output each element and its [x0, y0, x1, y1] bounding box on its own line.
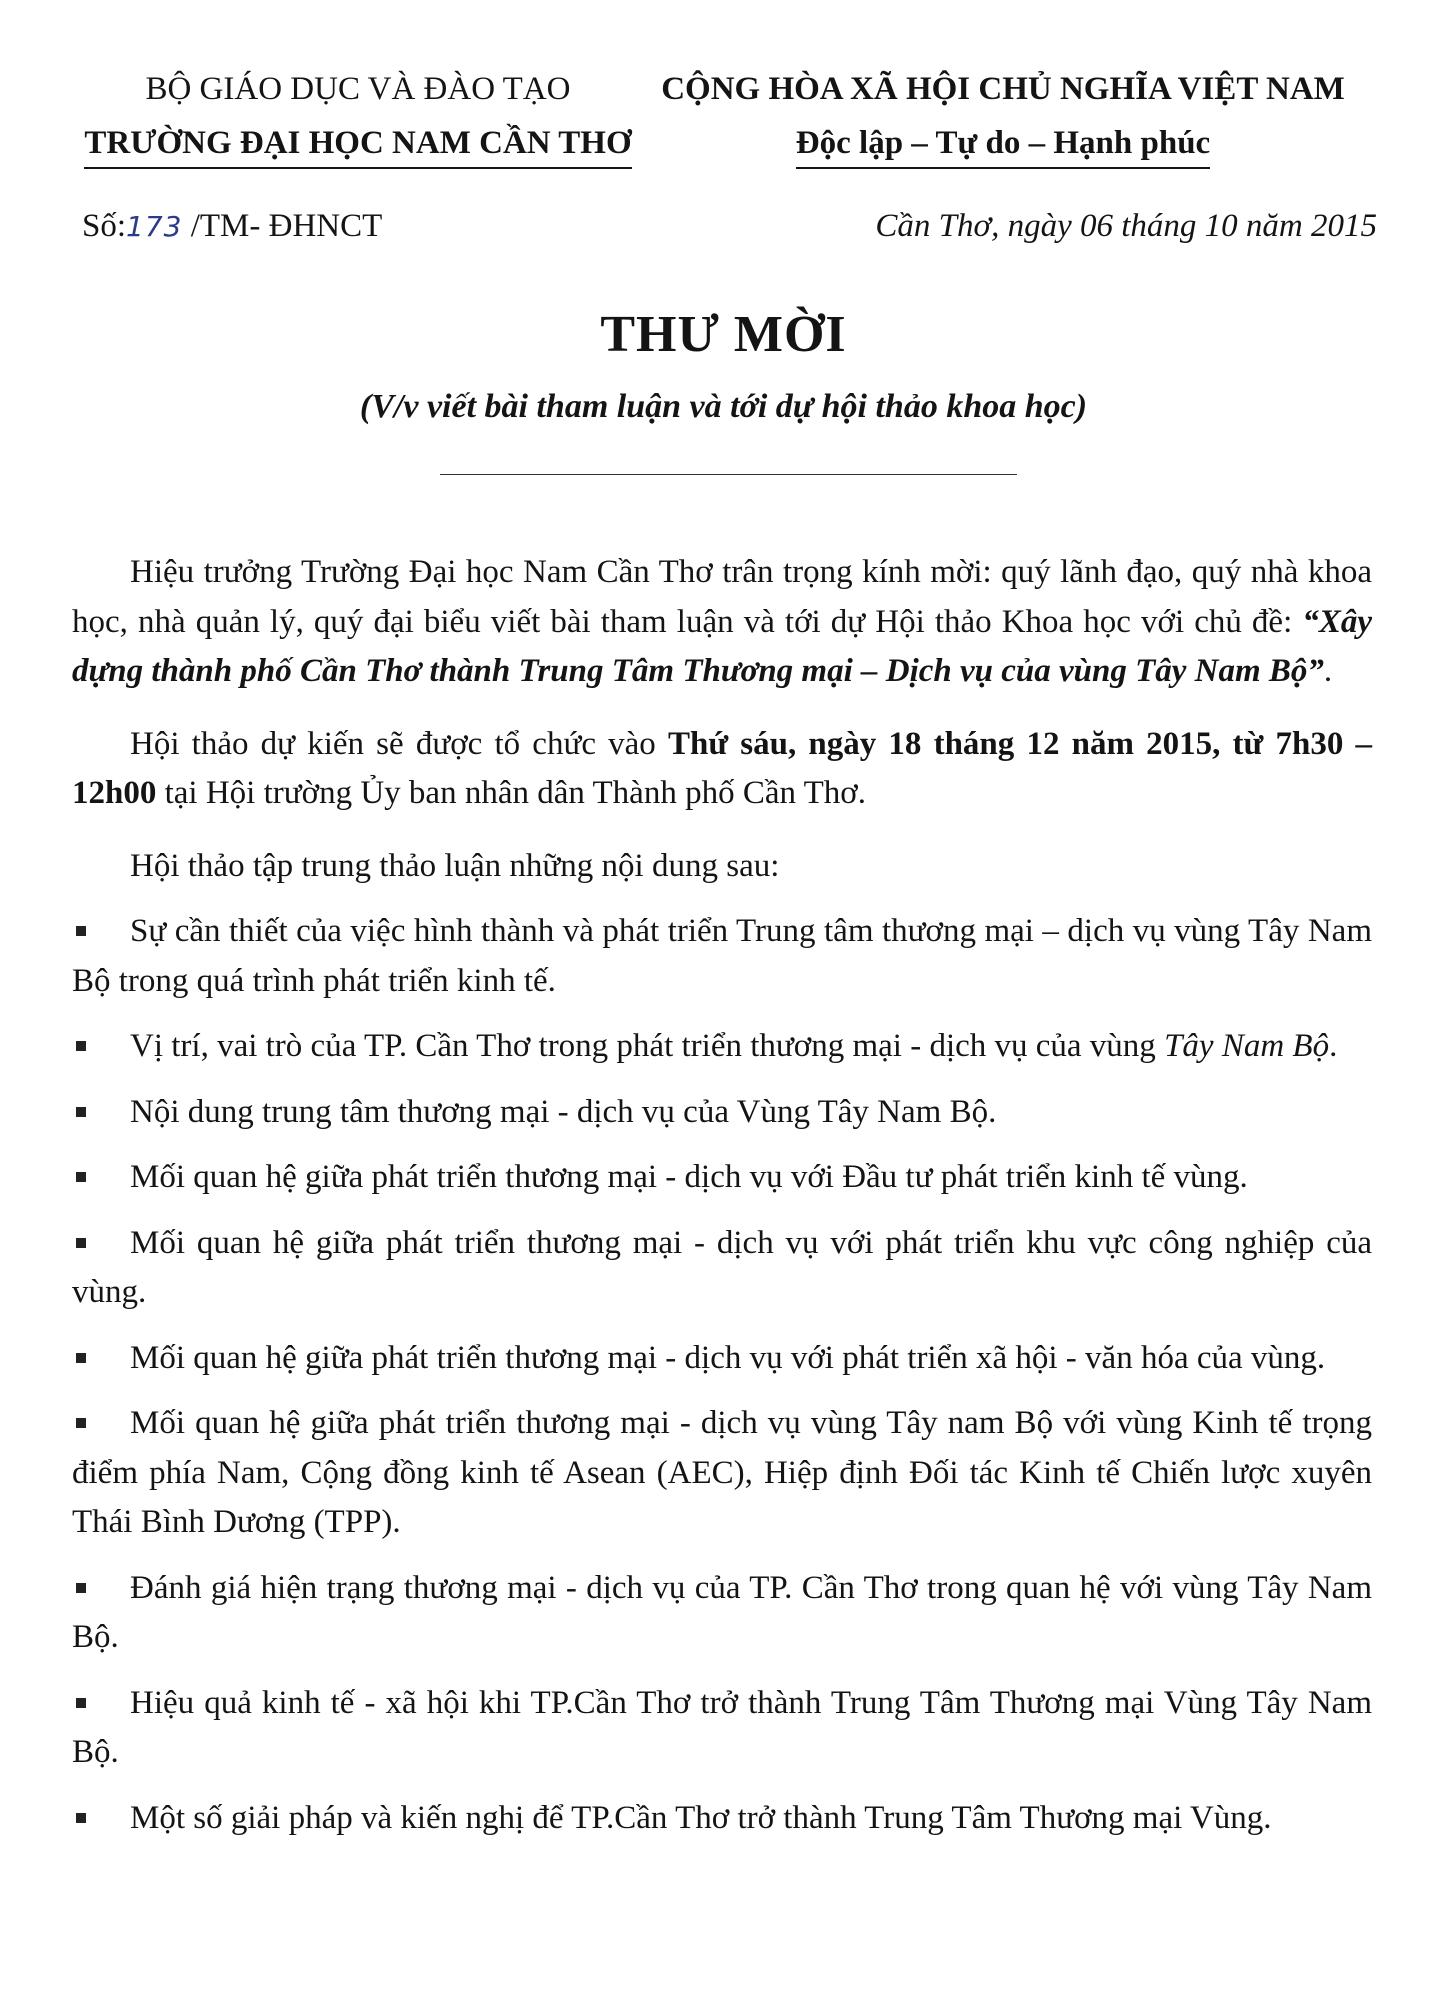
list-item [72, 1334, 1372, 1384]
list-item [72, 907, 1372, 1006]
document-number-prefix: Số: [82, 208, 127, 244]
list-item-text: Sự cần thiết của việc hình thành và phát triển Trung tâm thương mại – dịch vụ vùng Tây Nam Bộ trong quá trình phát triển kinh tế. [72, 913, 1372, 999]
ministry-name: BỘ GIÁO DỤC VÀ ĐÀO TẠO [145, 71, 571, 107]
square-bullet-icon [76, 1353, 86, 1363]
list-item-text: Mối quan hệ giữa phát triển thương mại - dịch vụ với Đầu tư phát triển kinh tế vùng. [130, 1159, 1248, 1195]
list-item-text: Vị trí, vai trò của TP. Cần Thơ trong phát triển thương mại - dịch vụ của vùng [130, 1028, 1165, 1064]
square-bullet-icon [76, 926, 86, 936]
issuing-authority-block [78, 62, 638, 170]
university-name-text: TRƯỜNG ĐẠI HỌC NAM CẦN THƠ [84, 123, 631, 169]
list-item-text: Nội dung trung tâm thương mại - dịch vụ của Vùng Tây Nam Bộ. [130, 1093, 997, 1130]
schedule-paragraph [72, 720, 1372, 819]
university-name [78, 116, 638, 170]
list-item [72, 1679, 1372, 1778]
document-number-suffix: /TM- ĐHNCT [190, 208, 383, 244]
square-bullet-icon [76, 1418, 86, 1428]
letter-body [72, 548, 1372, 1859]
square-bullet-icon [76, 1698, 86, 1708]
intro-end: . [1323, 653, 1333, 689]
country-name: CỘNG HÒA XÃ HỘI CHỦ NGHĨA VIỆT NAM [661, 71, 1345, 107]
square-bullet-icon [76, 1041, 86, 1051]
list-item-text: Mối quan hệ giữa phát triển thương mại - dịch vụ vùng Tây nam Bộ với vùng Kinh tế trọng điểm phía Nam, Cộng đồng kinh tế Asean (AEC), Hiệp định Đối tác Kinh tế Chiến lược xuyên Thái Bình Dương (TPP). [72, 1405, 1372, 1540]
intro-paragraph [72, 548, 1372, 697]
conference-theme: “Xây dựng thành phố Cần Thơ thành Trung Tâm Thương mại – Dịch vụ của vùng Tây Nam Bộ” [72, 603, 1372, 689]
square-bullet-icon [76, 1583, 86, 1593]
title-divider [440, 474, 1017, 475]
square-bullet-icon [76, 1172, 86, 1182]
national-motto-block [638, 62, 1368, 170]
list-item [72, 1088, 1372, 1138]
schedule-prefix: Hội thảo dự kiến sẽ được tổ chức vào [130, 725, 668, 762]
topics-list [72, 907, 1372, 1843]
handwritten-number: 173 [126, 210, 183, 243]
motto-text: Độc lập – Tự do – Hạnh phúc [796, 123, 1210, 169]
list-item-text: Hiệu quả kinh tế - xã hội khi TP.Cần Thơ trở thành Trung Tâm Thương mại Vùng Tây Nam Bộ. [72, 1684, 1372, 1770]
topics-intro: Hội thảo tập trung thảo luận những nội dung sau: [130, 847, 780, 884]
list-item [72, 1219, 1372, 1318]
list-item [72, 1399, 1372, 1548]
list-item [72, 1022, 1372, 1072]
list-item [72, 1794, 1372, 1844]
square-bullet-icon [76, 1813, 86, 1823]
list-item-text: Một số giải pháp và kiến nghị để TP.Cần Thơ trở thành Trung Tâm Thương mại Vùng. [130, 1799, 1272, 1836]
schedule-datetime: Thứ sáu, ngày 18 tháng 12 năm 2015, từ 7h30 – 12h00 [72, 725, 1373, 811]
document-subtitle: (V/v viết bài tham luận và tới dự hội thảo khoa học) [359, 388, 1088, 425]
square-bullet-icon [76, 1107, 86, 1117]
list-item [72, 1153, 1372, 1203]
place-and-date: Cần Thơ, ngày 06 tháng 10 năm 2015 [875, 208, 1377, 244]
schedule-suffix: tại Hội trường Ủy ban nhân dân Thành phố Cần Thơ. [156, 775, 866, 811]
document-title: THƯ MỜI [600, 306, 847, 363]
square-bullet-icon [76, 1238, 86, 1248]
list-item-text: Mối quan hệ giữa phát triển thương mại - dịch vụ với phát triển khu vực công nghiệp của vùng. [72, 1224, 1372, 1310]
motto [638, 116, 1368, 170]
intro-text: Hiệu trưởng Trường Đại học Nam Cần Thơ trân trọng kính mời: quý lãnh đạo, quý nhà khoa học, nhà quản lý, quý đại biểu viết bài tham luận và tới dự Hội thảo Khoa học với chủ đề: [72, 554, 1372, 640]
list-item-text: Mối quan hệ giữa phát triển thương mại - dịch vụ với phát triển xã hội - văn hóa của vùng. [130, 1339, 1326, 1376]
list-item-text: Đánh giá hiện trạng thương mại - dịch vụ của TP. Cần Thơ trong quan hệ với vùng Tây Nam Bộ. [72, 1569, 1372, 1655]
document-number [82, 208, 382, 245]
list-item-italic-text: Tây Nam Bộ [1164, 1028, 1330, 1064]
list-item-end: . [1329, 1028, 1338, 1064]
list-item [72, 1564, 1372, 1663]
